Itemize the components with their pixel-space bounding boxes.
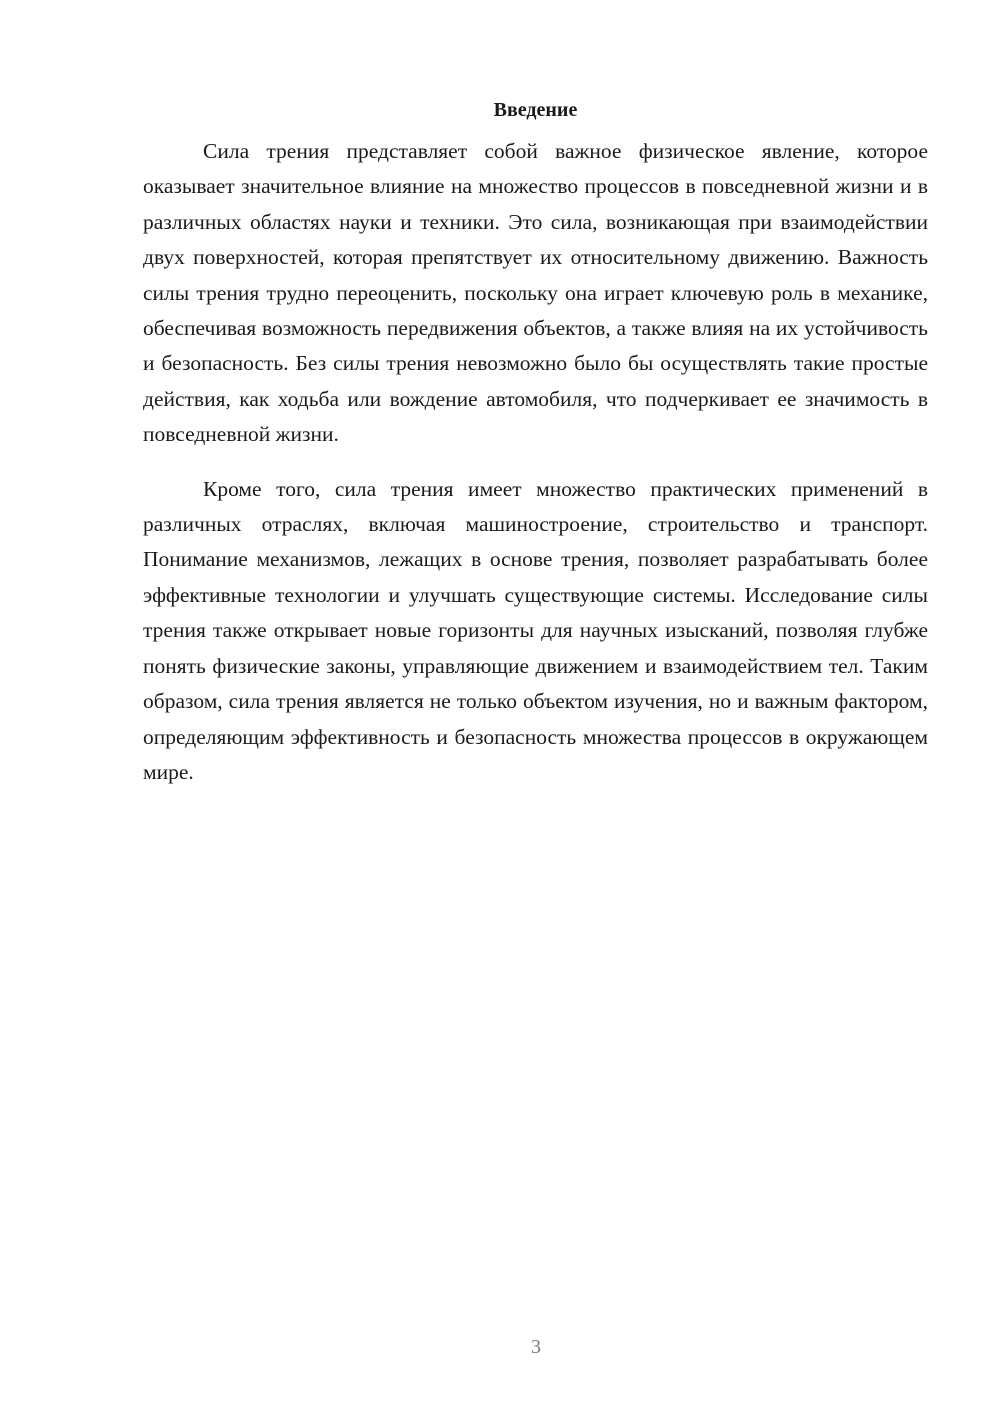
document-body — [143, 96, 928, 790]
paragraph-2: Кроме того, сила трения имеет множество практических применений в различных отраслях, включая машиностроение, строительство и транспорт. Понимание механизмов, лежащих в основе трения, позволяет разрабатывать более эффективные технологии и улучшать существующие системы. Исследование силы трения также открывает новые горизонты для научных изысканий, позволяя глубже понять физические законы, управляющие движением и взаимодействием тел. Таким образом, сила трения является не только объектом изучения, но и важным фактором, определяющим эффективность и безопасность множества процессов в окружающем мире. — [143, 476, 928, 784]
paragraph-1: Сила трения представляет собой важное физическое явление, которое оказывает значительное влияние на множество процессов в повседневной жизни и в различных областях науки и техники. Это сила, возникающая при взаимодействии двух поверхностей, которая препятствует их относительному движению. Важность силы трения трудно переоценить, поскольку она играет ключевую роль в механике, обеспечивая возможность передвижения объектов, а также влияя на их устойчивость и безопасность. Без силы трения невозможно было бы осуществлять такие простые действия, как ходьба или вождение автомобиля, что подчеркивает ее значимость в повседневной жизни. — [143, 139, 928, 447]
section-heading: Введение — [493, 99, 578, 121]
page-number: 3 — [531, 1336, 541, 1358]
